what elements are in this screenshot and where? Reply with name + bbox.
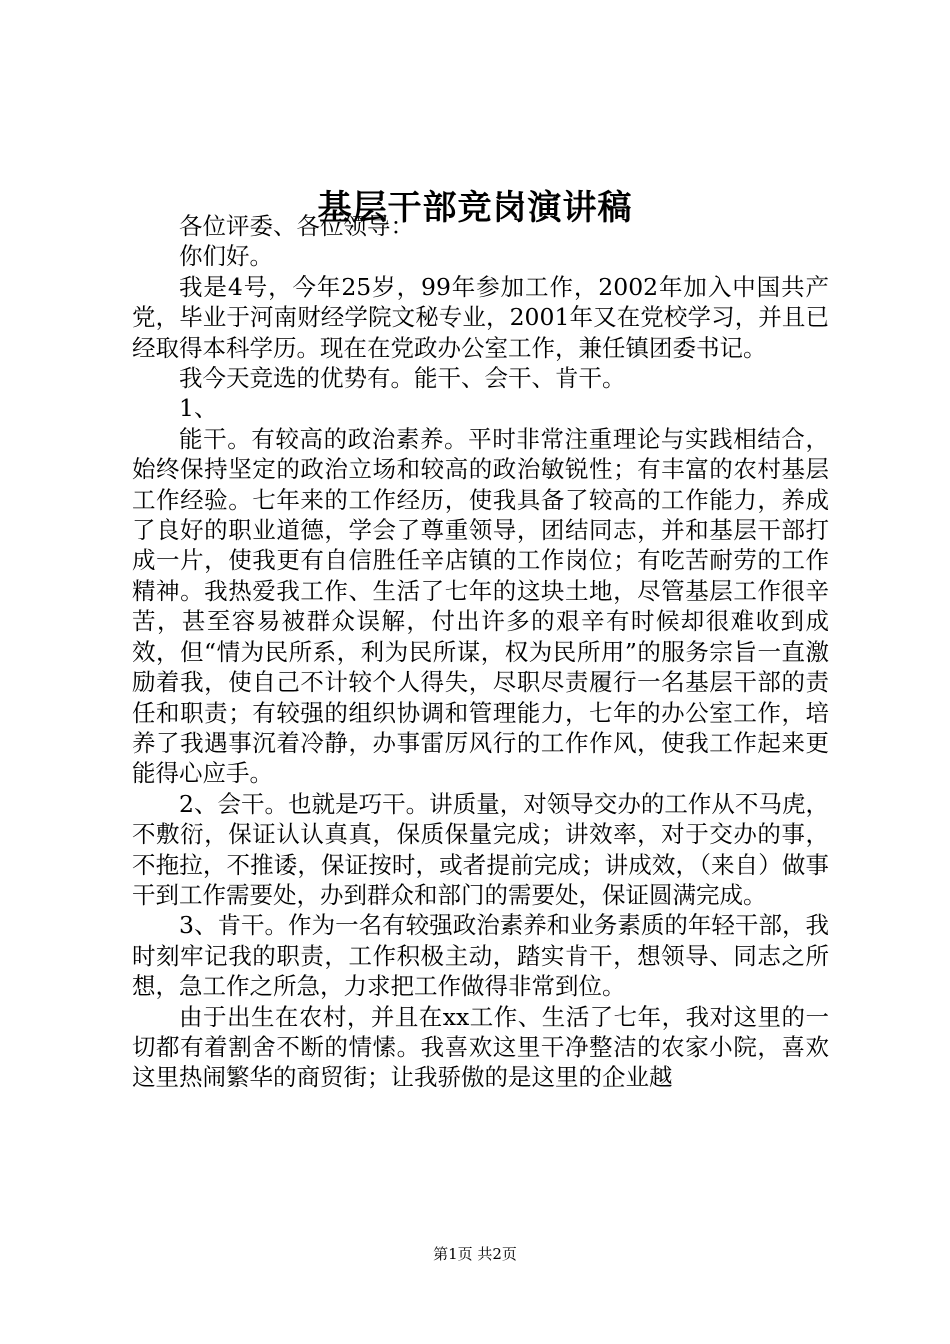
document-body bbox=[132, 211, 829, 1093]
document-title: 基层干部竞岗演讲稿 bbox=[317, 188, 633, 228]
paragraph-capable: 能干。有较高的政治素养。平时非常注重理论与实践相结合，始终保持坚定的政治立场和较高的政治敏锐性；有丰富的农村基层工作经验。七年来的工作经历，使我具备了较高的工作能力，养成了良好的职业道德，学会了尊重领导，团结同志，并和基层干部打成一片，使我更有自信胜任辛店镇的工作岗位；有吃苦耐劳的工作精神。我热爱我工作、生活了七年的这块土地，尽管基层工作很辛苦，甚至容易被群众误解，付出许多的艰辛有时候却很难收到成效，但“情为民所系，利为民所谋，权为民所用”的服务宗旨一直激励着我，使自己不计较个人得失，尽职尽责履行一名基层干部的责任和职责；有较强的组织协调和管理能力，七年的办公室工作，培养了我遇事沉着冷静，办事雷厉风行的工作作风，使我工作起来更能得心应手。 bbox=[132, 424, 829, 788]
paragraph-willing: 3、肯干。作为一名有较强政治素养和业务素质的年轻干部，我时刻牢记我的职责，工作积极主动，踏实肯干，想领导、同志之所想，急工作之所急，力求把工作做得非常到位。 bbox=[132, 911, 829, 1001]
greeting: 你们好。 bbox=[179, 242, 273, 271]
paragraph-skilled: 2、会干。也就是巧干。讲质量，对领导交办的工作从不马虎，不敷衍，保证认认真真，保质保量完成；讲效率，对于交办的事，不拖拉，不推诿，保证按时，或者提前完成；讲成效，（来自）做事干到工作需要处，办到群众和部门的需要处，保证圆满完成。 bbox=[132, 789, 829, 909]
paragraph-self-introduction: 我是4号，今年25岁，99年参加工作，2002年加入中国共产党，毕业于河南财经学院文秘专业，2001年又在党校学习，并且已经取得本科学历。现在在党政办公室工作，兼任镇团委书记。 bbox=[132, 272, 829, 362]
paragraph-advantages: 我今天竞选的优势有。能干、会干、肯干。 bbox=[179, 364, 626, 393]
page-number-footer: 第1页 共2页 bbox=[433, 1245, 517, 1263]
paragraph-hometown: 由于出生在农村，并且在xx工作、生活了七年，我对这里的一切都有着割舍不断的情愫。我喜欢这里干净整洁的农家小院，喜欢这里热闹繁华的商贸街；让我骄傲的是这里的企业越 bbox=[132, 1002, 829, 1092]
salutation: 各位评委、各位领导： bbox=[179, 212, 414, 240]
paragraph-number-1: 1、 bbox=[179, 394, 218, 423]
